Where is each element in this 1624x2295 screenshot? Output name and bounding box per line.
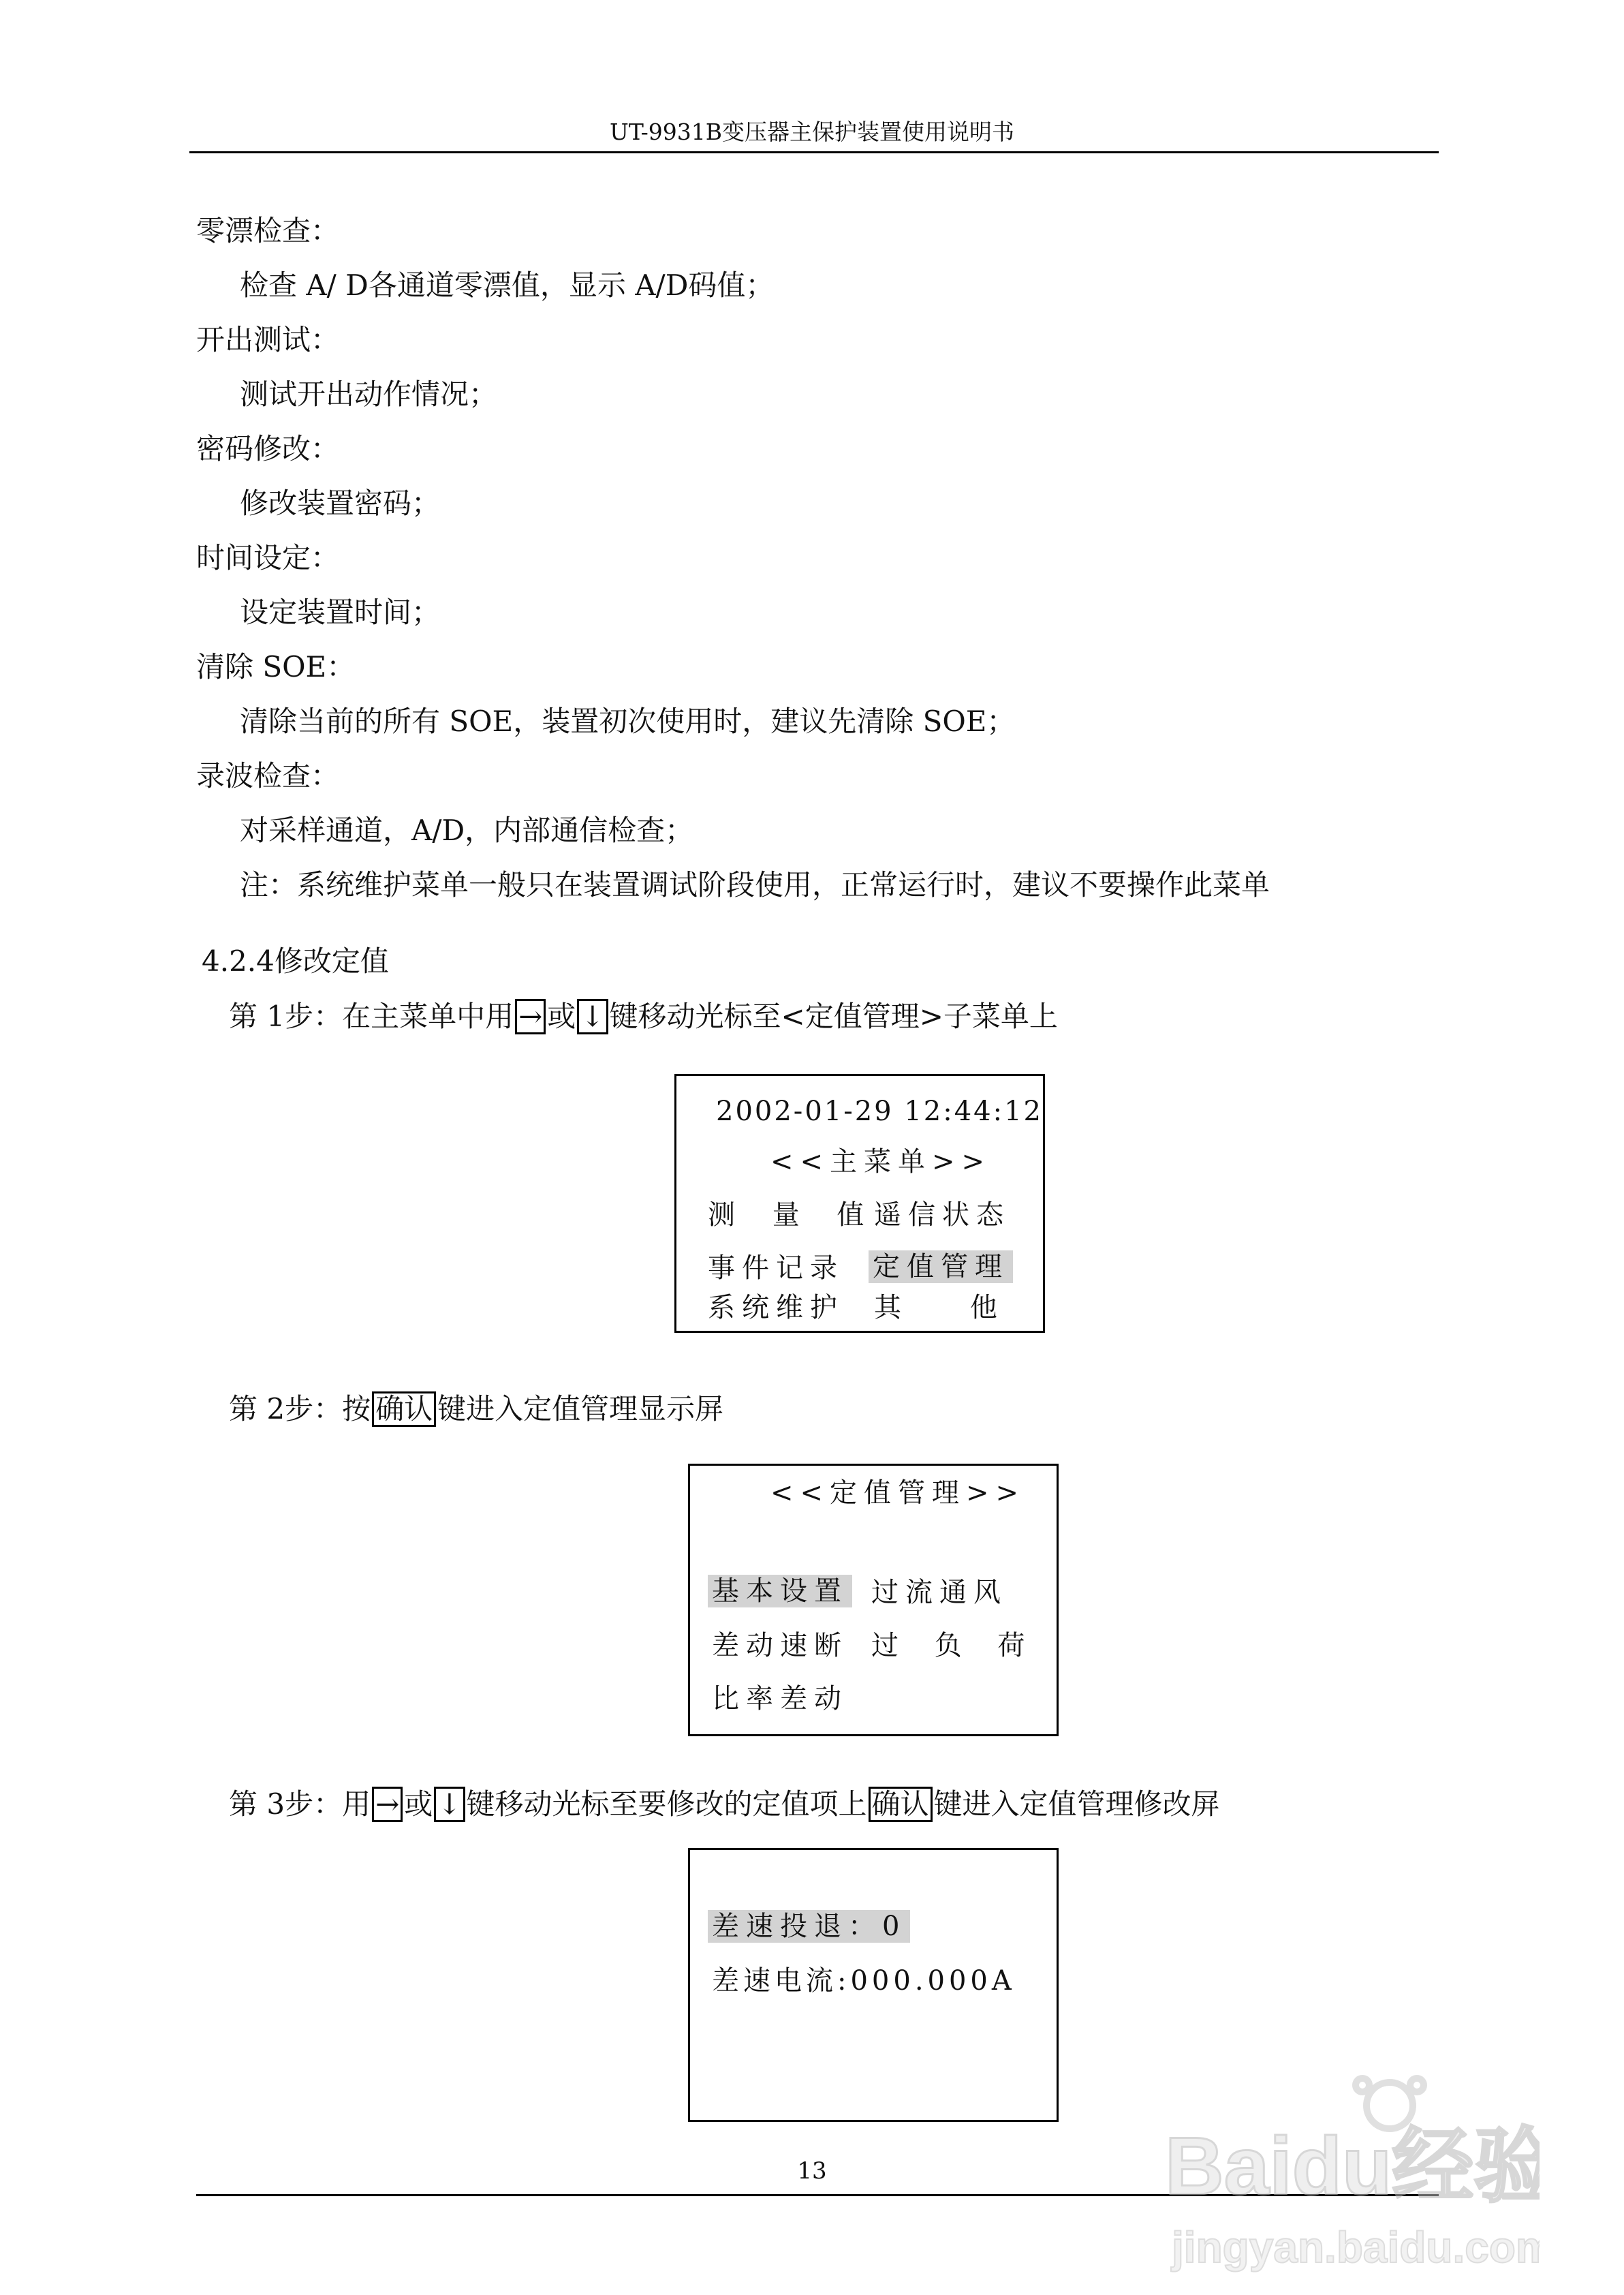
setting-management-screen — [688, 1464, 1059, 1736]
step-1-prefix: 第 1步：在主菜单中用 — [229, 1000, 514, 1033]
menu-item-system-maintenance: 系统维护 — [708, 1292, 844, 1323]
menu-item-setting-management: 定值管理 — [869, 1250, 1013, 1283]
section-heading-output-test: 开出测试： — [196, 323, 340, 356]
screen-datetime: 2002-01-29 12:44:12 — [716, 1096, 1043, 1127]
setting-item-overcurrent-ventilation: 过流通风 — [871, 1577, 1008, 1608]
diff-quick-current-field: 差速电流:000.000A — [712, 1965, 1016, 1997]
step-3-middle: 键移动光标至要修改的定值项上 — [466, 1787, 867, 1821]
section-heading-zero-drift: 零漂检查： — [196, 214, 340, 247]
setting-item-ratio-diff: 比率差动 — [712, 1683, 848, 1714]
page-number: 13 — [797, 2157, 827, 2185]
watermark-brand: Baidu经验 — [1165, 2121, 1540, 2212]
section-heading-wave-check: 录波检查： — [196, 759, 340, 792]
main-menu-screen — [674, 1074, 1045, 1333]
header-rule — [189, 151, 1439, 153]
menu-item-other: 其 他 — [874, 1292, 1004, 1323]
baidu-jingyan-watermark — [1158, 2058, 1540, 2283]
menu-item-measure: 测 量 值 — [708, 1199, 874, 1231]
menu-item-event-log: 事件记录 — [708, 1252, 844, 1284]
section-body-time: 设定装置时间； — [240, 596, 441, 629]
right-arrow-key-2: → — [372, 1787, 403, 1822]
right-arrow-key: → — [515, 999, 546, 1034]
main-menu-title: <<主菜单>> — [770, 1146, 992, 1177]
menu-item-remote-status: 遥信状态 — [874, 1199, 1010, 1231]
setting-item-basic: 基本设置 — [708, 1575, 852, 1607]
section-heading-clear-soe: 清除 SOE： — [196, 650, 356, 683]
section-heading-password: 密码修改： — [196, 432, 340, 465]
step-1-or: 或 — [547, 1000, 576, 1033]
setting-modify-screen — [688, 1848, 1059, 2122]
baidu-watermark-logo — [1158, 2058, 1540, 2283]
step-3-prefix: 第 3步：用 — [229, 1787, 371, 1821]
diff-quick-enable-field: 差速投退：0 — [708, 1910, 910, 1943]
section-body-password: 修改装置密码； — [240, 487, 441, 520]
setting-item-diff-quick-break: 差动速断 — [712, 1630, 848, 1661]
step-3-suffix: 键进入定值管理修改屏 — [933, 1787, 1220, 1821]
subsection-title: 4.2.4修改定值 — [202, 944, 389, 978]
setting-item-overload: 过 负 荷 — [871, 1630, 1032, 1661]
step-1 — [229, 999, 1058, 1034]
section-body-clear-soe: 清除当前的所有 SOE，装置初次使用时，建议先清除 SOE； — [240, 705, 1016, 738]
setting-management-title: <<定值管理>> — [770, 1477, 1026, 1509]
confirm-key-2: 确认 — [869, 1787, 933, 1822]
step-1-suffix: 键移动光标至<定值管理>子菜单上 — [609, 1000, 1058, 1033]
section-heading-time: 时间设定： — [196, 541, 340, 574]
page-header-title: UT-9931B变压器主保护装置使用说明书 — [610, 119, 1014, 145]
section-body-wave-check: 对采样通道，A/D，内部通信检查； — [240, 814, 694, 847]
step-2 — [229, 1391, 723, 1427]
step-3 — [229, 1787, 1220, 1822]
down-arrow-key: ↓ — [577, 999, 608, 1034]
step-2-prefix: 第 2步：按 — [229, 1392, 371, 1426]
step-3-or: 或 — [404, 1787, 433, 1821]
step-2-suffix: 键进入定值管理显示屏 — [437, 1392, 724, 1426]
confirm-key: 确认 — [372, 1391, 436, 1427]
section-body-zero-drift: 检查 A/ D各通道零漂值，显示 A/D码值； — [240, 268, 775, 302]
maintenance-note: 注：系统维护菜单一般只在装置调试阶段使用，正常运行时，建议不要操作此菜单 — [240, 868, 1270, 902]
down-arrow-key-2: ↓ — [434, 1787, 465, 1822]
watermark-url: jingyan.baidu.com — [1172, 2223, 1540, 2272]
section-body-output-test: 测试开出动作情况； — [240, 378, 498, 411]
